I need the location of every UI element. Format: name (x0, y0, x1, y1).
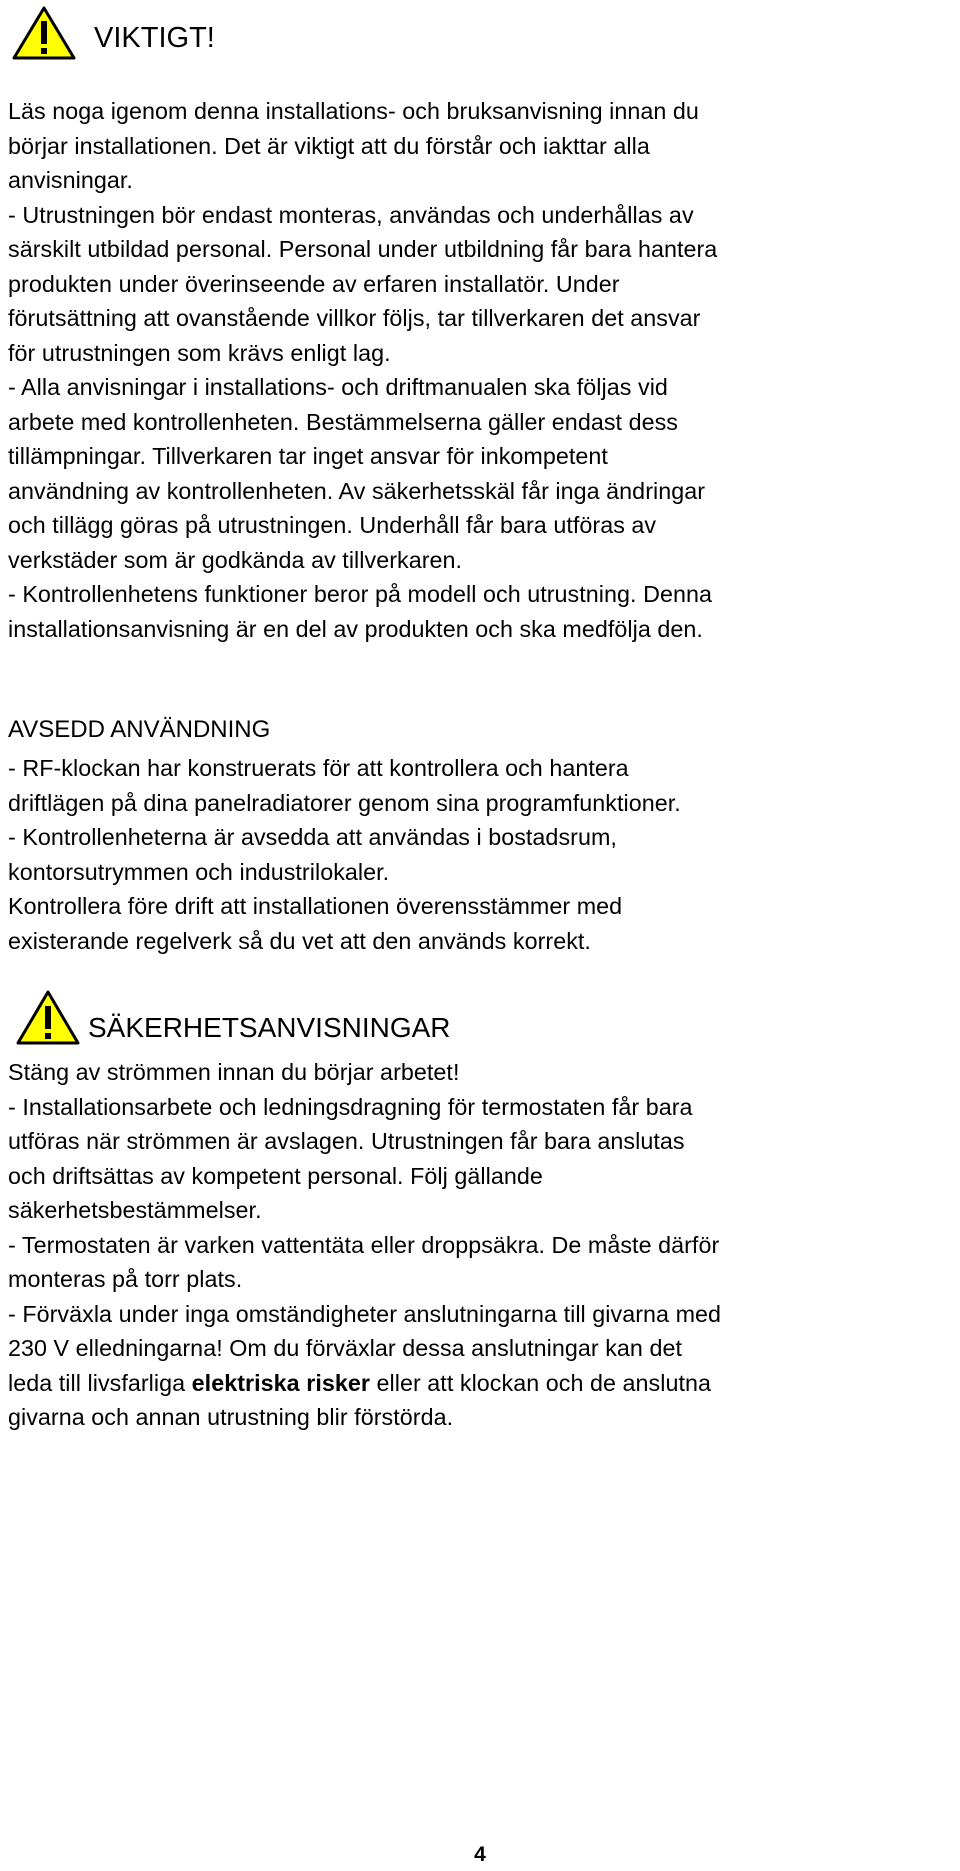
text-line: verkstäder som är godkända av tillverkaren. (8, 546, 463, 573)
text-line: anvisningar. (8, 167, 133, 193)
text-line: utföras när strömmen är avslagen. Utrustningen får bara anslutas (8, 1128, 685, 1154)
text-line: tillämpningar. Tillverkaren tar inget ansvar för inkompetent (8, 443, 608, 469)
text-line: - Termostaten är varken vattentäta eller droppsäkra. De måste därför (8, 1231, 720, 1258)
text-line: installationsanvisning är en del av produkten och ska medfölja den. (8, 615, 703, 642)
important-heading (10, 4, 215, 62)
text-line: produkten under överinseende av erfaren installatör. Under (8, 270, 620, 297)
important-title: VIKTIGT! (94, 21, 215, 54)
text-line: Kontrollera före drift att installationen överensstämmer med (8, 893, 623, 919)
text-line: arbete med kontrollenheten. Bestämmelserna gäller endast dess (8, 408, 678, 435)
text-line: och tillägg göras på utrustningen. Underhåll får bara utföras av (8, 512, 657, 538)
text-line: existerande regelverk så du vet att den används korrekt. (8, 927, 591, 954)
text-line: kontorsutrymmen och industrilokaler. (8, 858, 390, 885)
intended-use-text (8, 751, 954, 958)
text-line: 230 V elledningarna! Om du förväxlar dessa anslutningar kan det (8, 1335, 682, 1361)
electrical-risk-emphasis: elektriska risker (191, 1369, 370, 1396)
risk-line (8, 1366, 954, 1401)
text-line: - Utrustningen bör endast monteras, användas och underhållas av (8, 201, 694, 228)
text-line: Läs noga igenom denna installations- och bruksanvisning innan du (8, 98, 699, 124)
risk-line-end: eller att klockan och de anslutna (369, 1369, 711, 1396)
safety-heading (14, 988, 451, 1048)
text-line: driftlägen på dina panelradiatorer genom sina programfunktioner. (8, 789, 681, 816)
text-line: och driftsättas av kompetent personal. Följ gällande (8, 1162, 543, 1189)
text-line: - RF-klockan har konstruerats för att kontrollera och hantera (8, 755, 629, 781)
text-line: - Kontrollenhetens funktioner beror på modell och utrustning. Denna (8, 581, 712, 607)
risk-line-start: leda till livsfarliga (8, 1369, 192, 1396)
intended-use-title: AVSEDD ANVÄNDNING (8, 716, 271, 743)
text-line: - Installationsarbete och ledningsdragning för termostaten får bara (8, 1093, 693, 1120)
page-number: 4 (474, 1843, 486, 1866)
text-line: monteras på torr plats. (8, 1266, 243, 1292)
text-line: för utrustningen som krävs enligt lag. (8, 339, 391, 366)
warning-text (8, 94, 954, 646)
warning-triangle-icon (10, 4, 78, 62)
text-line: givarna och annan utrustning blir förstörda. (8, 1404, 454, 1430)
text-line: förutsättning att ovanstående villkor följs, tar tillverkaren det ansvar (8, 305, 701, 331)
safety-text (8, 1055, 954, 1435)
text-line: användning av kontrollenheten. Av säkerhetsskäl får inga ändringar (8, 477, 706, 504)
warning-triangle-icon (14, 988, 82, 1048)
text-line: - Alla anvisningar i installations- och driftmanualen ska följas vid (8, 374, 668, 400)
safety-title: SÄKERHETSANVISNINGAR (88, 1012, 451, 1043)
text-line: Stäng av strömmen innan du börjar arbetet! (8, 1059, 460, 1085)
text-line: börjar installationen. Det är viktigt att du förstår och iakttar alla (8, 132, 650, 159)
text-line: - Kontrollenheterna är avsedda att användas i bostadsrum, (8, 824, 617, 850)
text-line: särskilt utbildad personal. Personal under utbildning får bara hantera (8, 236, 718, 262)
text-line: säkerhetsbestämmelser. (8, 1197, 262, 1223)
text-line: - Förväxla under inga omständigheter anslutningarna till givarna med (8, 1300, 722, 1327)
